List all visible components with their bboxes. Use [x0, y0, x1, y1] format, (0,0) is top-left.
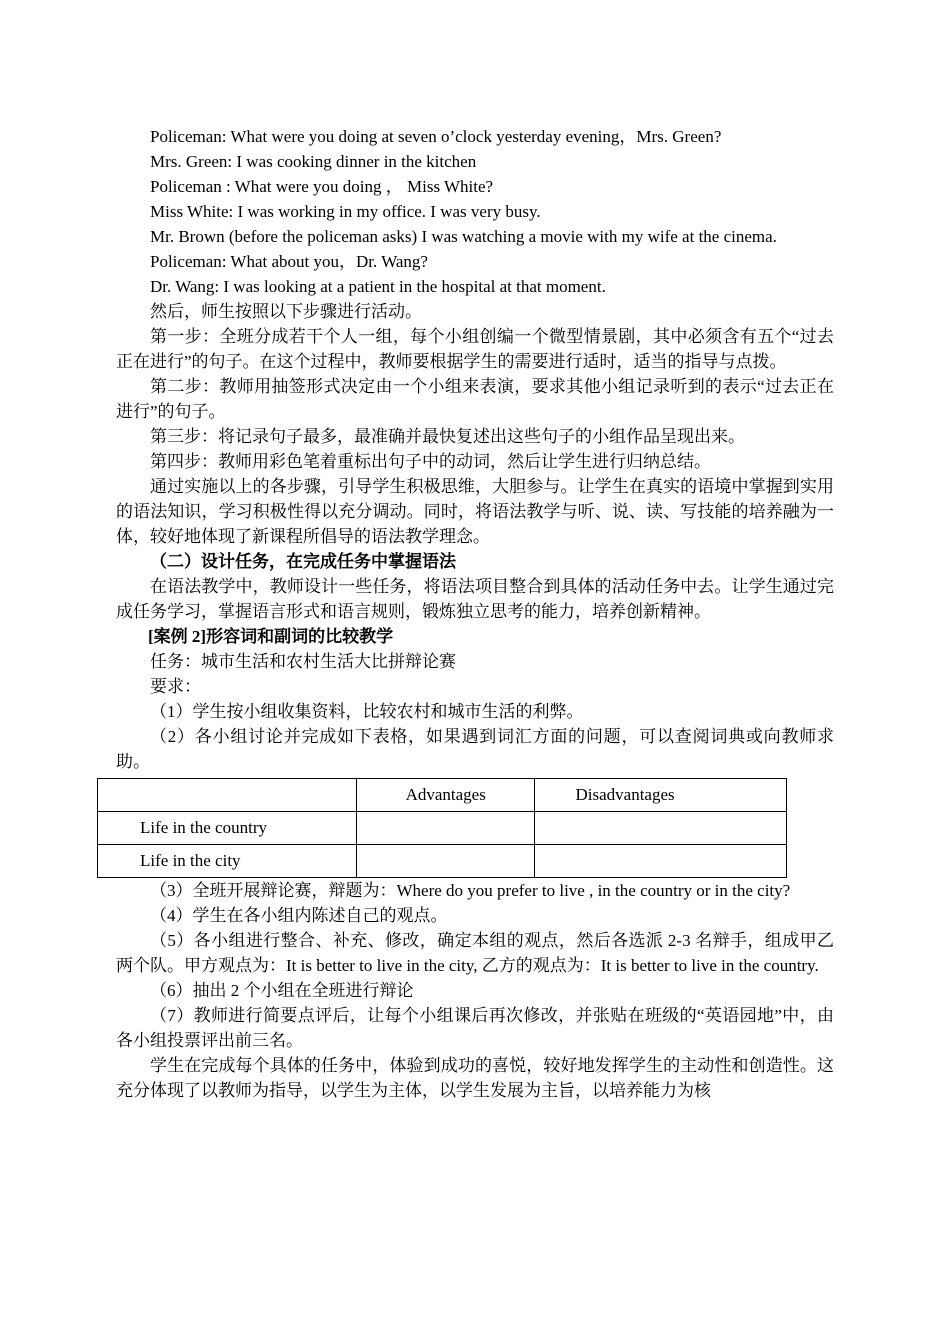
- closing-paragraph: 学生在完成每个具体的任务中，体验到成功的喜悦，较好地发挥学生的主动性和创造性。这充分体现了以教师为指导，以学生为主体，以学生发展为主旨，以培养能力为核: [116, 1056, 834, 1100]
- table-header-cell: Disadvantages: [535, 779, 787, 812]
- requirement-item: （3）全班开展辩论赛，辩题为：Where do you prefer to live , in the country or in the city?: [150, 881, 791, 900]
- document-page: [116, 124, 834, 1103]
- section-heading: （二）设计任务，在完成任务中掌握语法: [150, 552, 456, 571]
- step-paragraph: 第一步：全班分成若干个人一组，每个小组创编一个微型情景剧，其中必须含有五个“过去正在进行”的句子。在这个过程中，教师要根据学生的需要进行适时，适当的指导与点拨。: [116, 327, 834, 371]
- comparison-table: [97, 778, 787, 878]
- body-paragraph: 然后，师生按照以下步骤进行活动。: [150, 302, 422, 321]
- body-paragraph: 通过实施以上的各步骤，引导学生积极思维，大胆参与。让学生在真实的语境中掌握到实用的语法知识，学习积极性得以充分调动。同时，将语法教学与听、说、读、写技能的培养融为一体，较好地体现了新课程所倡导的语法教学理念。: [116, 477, 834, 546]
- dialogue-line: Miss White: I was working in my office. I was very busy.: [150, 202, 541, 221]
- dialogue-line: Policeman : What were you doing ， Miss White?: [150, 177, 494, 196]
- step-paragraph: 第四步：教师用彩色笔着重标出句子中的动词，然后让学生进行归纳总结。: [150, 452, 711, 471]
- step-paragraph: 第二步：教师用抽签形式决定由一个小组来表演，要求其他小组记录听到的表示“过去正在进行”的句子。: [116, 377, 834, 421]
- requirement-item: （1）学生按小组收集资料，比较农村和城市生活的利弊。: [150, 702, 584, 721]
- table-header-cell: Advantages: [356, 779, 535, 812]
- dialogue-line: Dr. Wang: I was looking at a patient in the hospital at that moment.: [150, 277, 606, 296]
- requirement-item: （6）抽出 2 个小组在全班进行辩论: [150, 981, 414, 1000]
- step-paragraph: 第三步：将记录句子最多，最准确并最快复述出这些句子的小组作品呈现出来。: [150, 427, 745, 446]
- table-cell: [535, 845, 787, 878]
- case-heading: [案例 2]形容词和副词的比较教学: [148, 627, 394, 646]
- requirement-item: （2）各小组讨论并完成如下表格，如果遇到词汇方面的问题，可以查阅词典或向教师求助。: [116, 727, 834, 771]
- table-cell: Life in the city: [98, 845, 357, 878]
- dialogue-line: Policeman: What were you doing at seven o’clock yesterday evening，Mrs. Green?: [150, 127, 722, 146]
- requirement-item: （4）学生在各小组内陈述自己的观点。: [150, 906, 448, 925]
- requirements-label: 要求：: [150, 677, 201, 696]
- requirement-item: （7）教师进行简要点评后，让每个小组课后再次修改，并张贴在班级的“英语园地”中，由各小组投票评出前三名。: [116, 1006, 834, 1050]
- table-header-row: [98, 779, 787, 812]
- table-cell: [356, 845, 535, 878]
- table-row: [98, 845, 787, 878]
- task-line: 任务：城市生活和农村生活大比拼辩论赛: [150, 652, 456, 671]
- body-paragraph: 在语法教学中，教师设计一些任务，将语法项目整合到具体的活动任务中去。让学生通过完成任务学习，掌握语言形式和语言规则，锻炼独立思考的能力，培养创新精神。: [116, 577, 834, 621]
- requirement-item: （5）各小组进行整合、补充、修改，确定本组的观点，然后各选派 2-3 名辩手，组成甲乙两个队。甲方观点为：It is better to live in the city, 乙方的观点为：It is better to live in the country.: [116, 931, 834, 975]
- table-cell: Life in the country: [98, 812, 357, 845]
- table-header-cell: [98, 779, 357, 812]
- dialogue-line: Policeman: What about you，Dr. Wang?: [150, 252, 428, 271]
- table-row: [98, 812, 787, 845]
- table-cell: [356, 812, 535, 845]
- dialogue-line: Mrs. Green: I was cooking dinner in the kitchen: [150, 152, 477, 171]
- table-cell: [535, 812, 787, 845]
- dialogue-line: Mr. Brown (before the policeman asks) I was watching a movie with my wife at the cinema.: [150, 227, 777, 246]
